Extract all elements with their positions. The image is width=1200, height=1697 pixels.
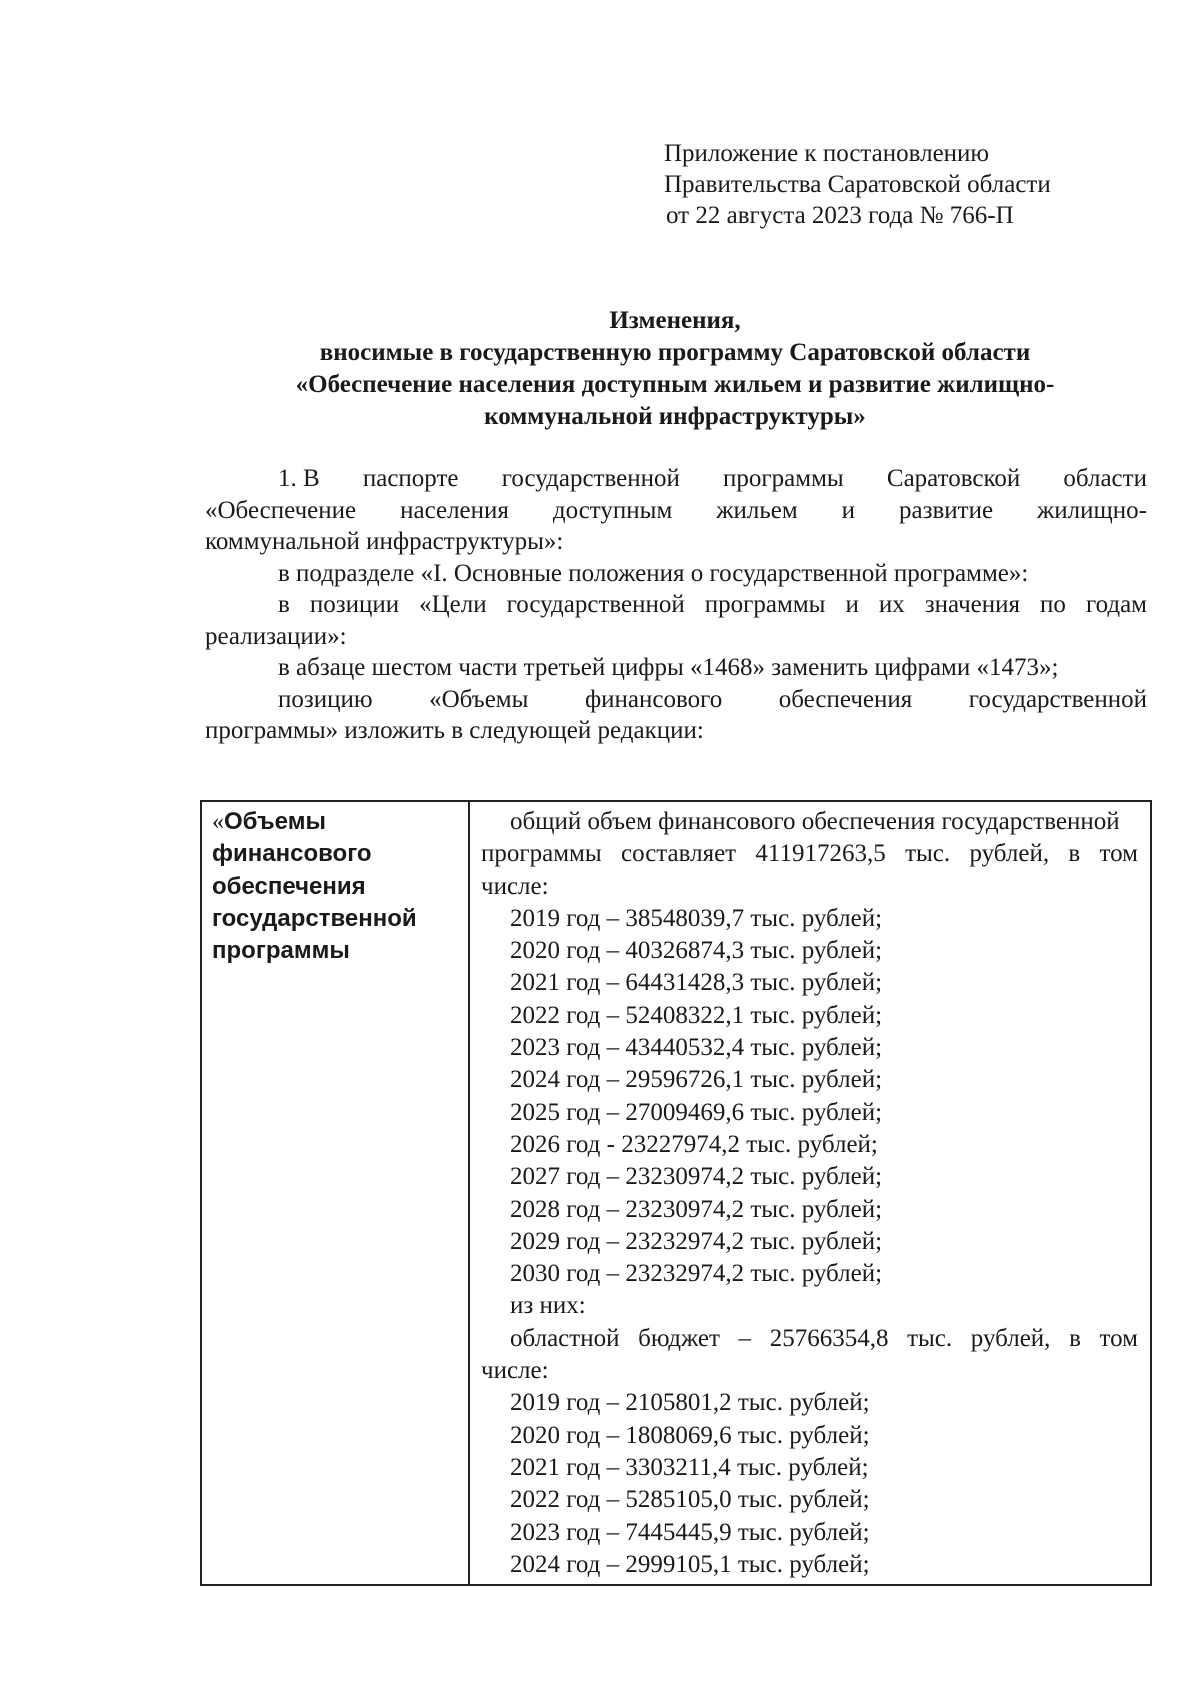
regional-year-amount: 2020 год – 1808069,6 тыс. рублей; [510, 1421, 870, 1449]
year-amount: 2029 год – 23232974,2 тыс. рублей; [510, 1227, 883, 1255]
word: программы [481, 840, 602, 868]
word: программы [723, 465, 844, 492]
word: составляет [620, 840, 737, 868]
year-amount: 2021 год – 64431428,3 тыс. рублей; [510, 969, 883, 997]
year-amount: 2024 год – 29596726,1 тыс. рублей; [510, 1066, 883, 1094]
word: бюджет [638, 1324, 720, 1352]
year-amount: 2030 год – 23232974,2 тыс. рублей; [510, 1260, 883, 1288]
annex-line: от 22 августа 2023 года № 766-П [666, 202, 1014, 229]
regional-year-amount: 2023 год – 7445445,9 тыс. рублей; [510, 1518, 870, 1546]
word: – [738, 1324, 752, 1352]
position-name-line: финансового [212, 840, 372, 868]
word: «Обеспечение [205, 496, 357, 524]
word: государственной [501, 465, 680, 492]
word: Саратовской [886, 465, 1021, 492]
annex-header [664, 138, 1051, 231]
paragraph-5-line-1 [205, 684, 1147, 716]
table-row [201, 801, 1151, 1585]
word: населения [400, 496, 509, 524]
word: том [1099, 840, 1138, 868]
paragraph-5-line-2: программы» изложить в следующей редакции: [205, 717, 704, 744]
title-line: вносимые в государственную программу Саратовской области [319, 339, 1031, 366]
word: том [1099, 1324, 1138, 1352]
intro-line-justified [481, 838, 1138, 870]
word: 411917263,5 [755, 840, 886, 868]
year-amount: 2023 год – 43440532,4 тыс. рублей; [510, 1034, 883, 1062]
paragraph-1-line-3: коммунальной инфраструктуры»: [205, 528, 564, 555]
word: в [1068, 840, 1081, 868]
paragraph-1-line-1 [205, 463, 1147, 495]
year-amount: 2020 год – 40326874,3 тыс. рублей; [510, 937, 883, 965]
word: рублей, [970, 1324, 1051, 1352]
financing-amounts-cell [469, 801, 1151, 1585]
document-title [200, 305, 1150, 433]
position-name-line [212, 806, 462, 838]
position-name-cell [201, 801, 469, 1585]
document-body [205, 463, 1147, 747]
word: 25766354,8 [769, 1324, 889, 1352]
word: рублей, [969, 840, 1050, 868]
word: финансового [584, 685, 723, 713]
word: государственной [968, 685, 1147, 713]
title-line: «Обеспечение населения доступным жильем и развитие жилищно- [295, 371, 1055, 398]
word: в [1069, 1324, 1081, 1352]
word: позицию [278, 685, 373, 713]
position-name-line: государственной [212, 904, 417, 932]
regional-year-amount: 2022 год – 5285105,0 тыс. рублей; [510, 1486, 870, 1514]
paragraph-2: в подразделе «I. Основные положения о государственной программе»: [278, 559, 1029, 587]
paragraph-4: в абзаце шестом части третьей цифры «1468» заменить цифрами «1473»; [278, 654, 1059, 681]
word: тыс. [907, 1324, 953, 1352]
financing-table [200, 800, 1152, 1586]
word: тыс. [905, 840, 951, 868]
year-amount: 2025 год – 27009469,6 тыс. рублей; [510, 1098, 883, 1126]
intro-line: общий объем финансового обеспечения государственной [510, 808, 1120, 835]
title-line: коммунальной инфраструктуры» [484, 403, 866, 430]
position-name-line: программы [212, 937, 350, 965]
of-them-label: из них: [510, 1292, 586, 1320]
opening-quote: « [212, 809, 224, 835]
word: областной [510, 1324, 620, 1352]
paragraph-1-line-2 [205, 495, 1147, 527]
word: обеспечения [778, 685, 913, 713]
word: «Объемы [429, 685, 529, 713]
regional-budget-line-2: числе: [481, 1357, 549, 1385]
regional-year-amount: 2024 год – 2999105,1 тыс. рублей; [510, 1550, 870, 1578]
regional-year-amount: 2021 год – 3303211,4 тыс. рублей; [510, 1453, 869, 1481]
year-amount: 2026 год - 23227974,2 тыс. рублей; [510, 1130, 878, 1158]
word: развитие [898, 496, 994, 524]
year-amount: 2027 год – 23230974,2 тыс. рублей; [510, 1163, 883, 1191]
annex-line: Приложение к постановлению [664, 140, 990, 167]
intro-line: числе: [481, 872, 549, 900]
word: жильем [716, 496, 798, 524]
paragraph-3: в позиции «Цели государственной программы и их значения по годам реализации»: [205, 591, 1147, 650]
position-name-word: Объемы [224, 808, 326, 835]
year-amount: 2028 год – 23230974,2 тыс. рублей; [510, 1195, 883, 1223]
year-amount: 2019 год – 38548039,7 тыс. рублей; [510, 904, 883, 932]
word: 1. В [278, 465, 320, 492]
year-amount: 2022 год – 52408322,1 тыс. рублей; [510, 1001, 883, 1029]
word: и [841, 496, 856, 524]
word: паспорте [362, 465, 459, 492]
regional-year-amount: 2019 год – 2105801,2 тыс. рублей; [510, 1389, 870, 1417]
word: области [1063, 465, 1147, 492]
position-name-line: обеспечения [212, 872, 366, 900]
regional-budget-line [481, 1323, 1138, 1355]
annex-line: Правительства Саратовской области [664, 171, 1051, 198]
word: доступным [552, 496, 673, 524]
word: жилищно- [1037, 496, 1147, 524]
title-line: Изменения, [609, 307, 741, 334]
